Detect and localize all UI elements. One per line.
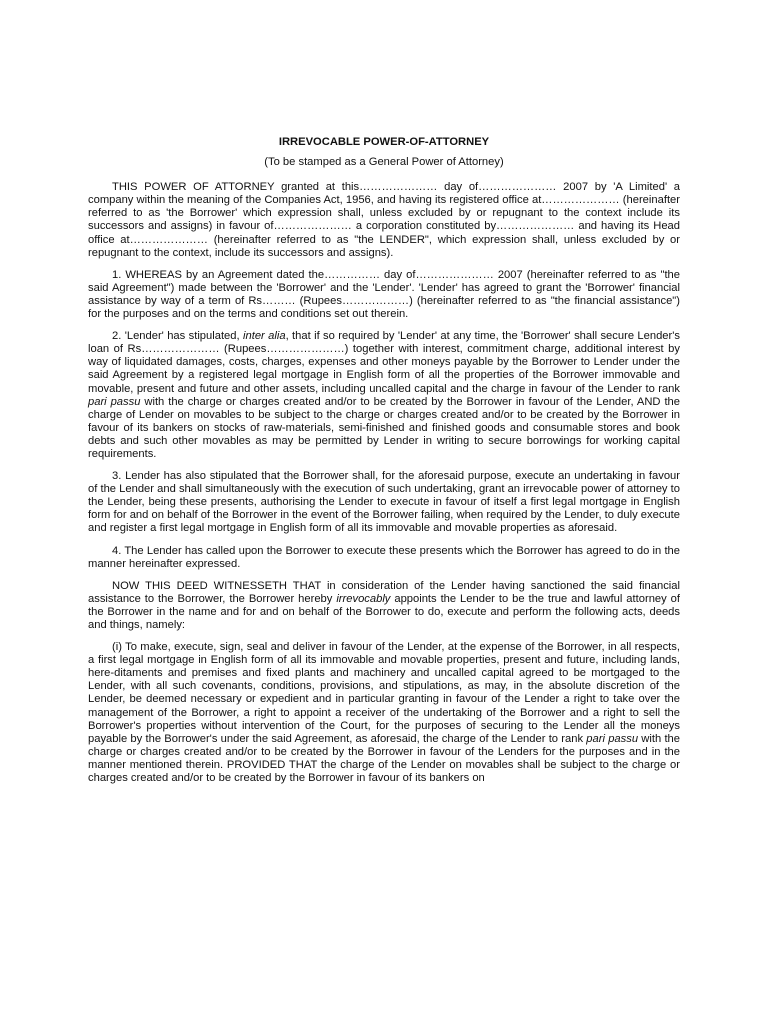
document-title: IRREVOCABLE POWER-OF-ATTORNEY: [278, 136, 490, 148]
paragraph-recital-3: [88, 470, 680, 535]
paragraph-preamble: [88, 181, 680, 260]
italic-term: pari passu: [586, 732, 639, 745]
text-run: 1. WHEREAS by an Agreement dated the…………… day of………………… 2007 (hereinafter referred to as "the said Agreement") made between the 'Borrower' and the 'Lender'. 'Lender' has agreed to grant the 'Borrower' financial assistance by way of a term of Rs……… (Rupees………………) (hereinafter referred to as "the financial assistance") for the purposes and on the terms and conditions set out therein.: [88, 268, 680, 321]
paragraph-clause-i: [88, 641, 680, 785]
italic-term: inter alia: [243, 330, 286, 343]
text-run: THIS POWER OF ATTORNEY granted at this………………… day of………………… 2007 by 'A Limited' a company within the meaning of the Companies Act, 1956, and having its registered office at………………… (hereinafter referred to as 'the Borrower' which expression shall, unless excluded by or repugnant to the context include its successors and assigns) in favour of………………… a corporation constituted by………………… and having its Head office at………………… (hereinafter referred to as "the LENDER", which expression shall, unless excluded by or repugnant to the context, include its successors and assigns).: [88, 181, 680, 259]
text-run: (i) To make, execute, sign, seal and deliver in favour of the Lender, at the expense of the Borrower, in all respects, a first legal mortgage in English form of all its immovable and movable properties, present and future, including lands, here-ditaments and premises and fixed plants and machinery and uncalled capital agreed to be mortgaged to the Lender, with all such covenants, conditions, provisions, and stipulations, as may, in the absolute discretion of the Lender, be deemed necessary or expedient and in particular granting in favour of the Lender a right to take over the management of the Borrower, a right to appoint a receiver of the undertaking of the Borrower and a right to sell the Borrower's properties without intervention of the Court, for the purposes of securing to the Lender all the moneys payable by the Borrower's under the said Agreement, as aforesaid, the charge of the Lender to rank: [88, 641, 680, 745]
paragraph-recital-4: [88, 545, 680, 571]
text-run: 4. The Lender has called upon the Borrower to execute these presents which the Borrower has agreed to do in the manner hereinafter expressed.: [88, 544, 680, 570]
italic-term: irrevocably: [336, 592, 391, 605]
document-subtitle: (To be stamped as a General Power of Attorney): [264, 156, 504, 169]
paragraph-witnesseth: [88, 580, 680, 632]
paragraph-recital-1: [88, 269, 680, 321]
text-run: 2. 'Lender' has stipulated,: [112, 330, 243, 343]
text-run: appoints the Lender to be the true and lawful attorney of the Borrower in the name and for and on behalf of the Borrower to do, execute and perform the following acts, deeds and things, namely:: [88, 592, 680, 631]
text-run: with the charge or charges created and/or to be created by the Borrower in favour of the Lenders for the purposes and in the manner mentioned therein. PROVIDED THAT the charge of the Lender on movables shall be subject to the charge or charges created and/or to be created by the Borrower in favour of its bankers on: [88, 732, 681, 785]
paragraph-recital-2: [88, 330, 680, 461]
text-run: NOW THIS DEED WITNESSETH THAT in consideration of the Lender having sanctioned the said financial assistance to the Borrower, the Borrower hereby: [88, 579, 680, 605]
text-run: , that if so required by 'Lender' at any time, the 'Borrower' shall secure Lender's loan of Rs………………… (Rupees…………………) together with interest, commitment charge, additional interest by way of liquidated damages, costs, charges, expenses and other moneys payable by the Borrower to Lender under the said Agreement by a registered legal mortgage in English form of all the properties of the Borrower immovable and movable, present and future and other assets, including uncalled capital and the charge in favour of the Lender to rank: [88, 330, 680, 395]
text-run: 3. Lender has also stipulated that the Borrower shall, for the aforesaid purpose, execute an undertaking in favour of the Lender and shall simultaneously with the execution of such undertaking, grant an irrevocable power of attorney to the Lender, being these presents, authorising the Lender to execute in favour of itself a first legal mortgage in English form for and on behalf of the Borrower in the event of the Borrower failing, when required by the Lender, to duly execute and register a first legal mortgage in English form of all its immovable and movable properties as aforesaid.: [88, 470, 680, 535]
text-run: with the charge or charges created and/or to be created by the Borrower in favour of the Lender, AND the charge of Lender on movables to be subject to the charge or charges created and/or to be created by the Borrower in favour of its bankers on stocks of raw-materials, semi-finished and finished goods and consumable stores and book debts and such other movables as may be permitted by Lender in writing to secure borrowings for working capital requirements.: [88, 395, 680, 460]
italic-term: pari passu: [88, 395, 141, 408]
document-page: [88, 136, 680, 794]
